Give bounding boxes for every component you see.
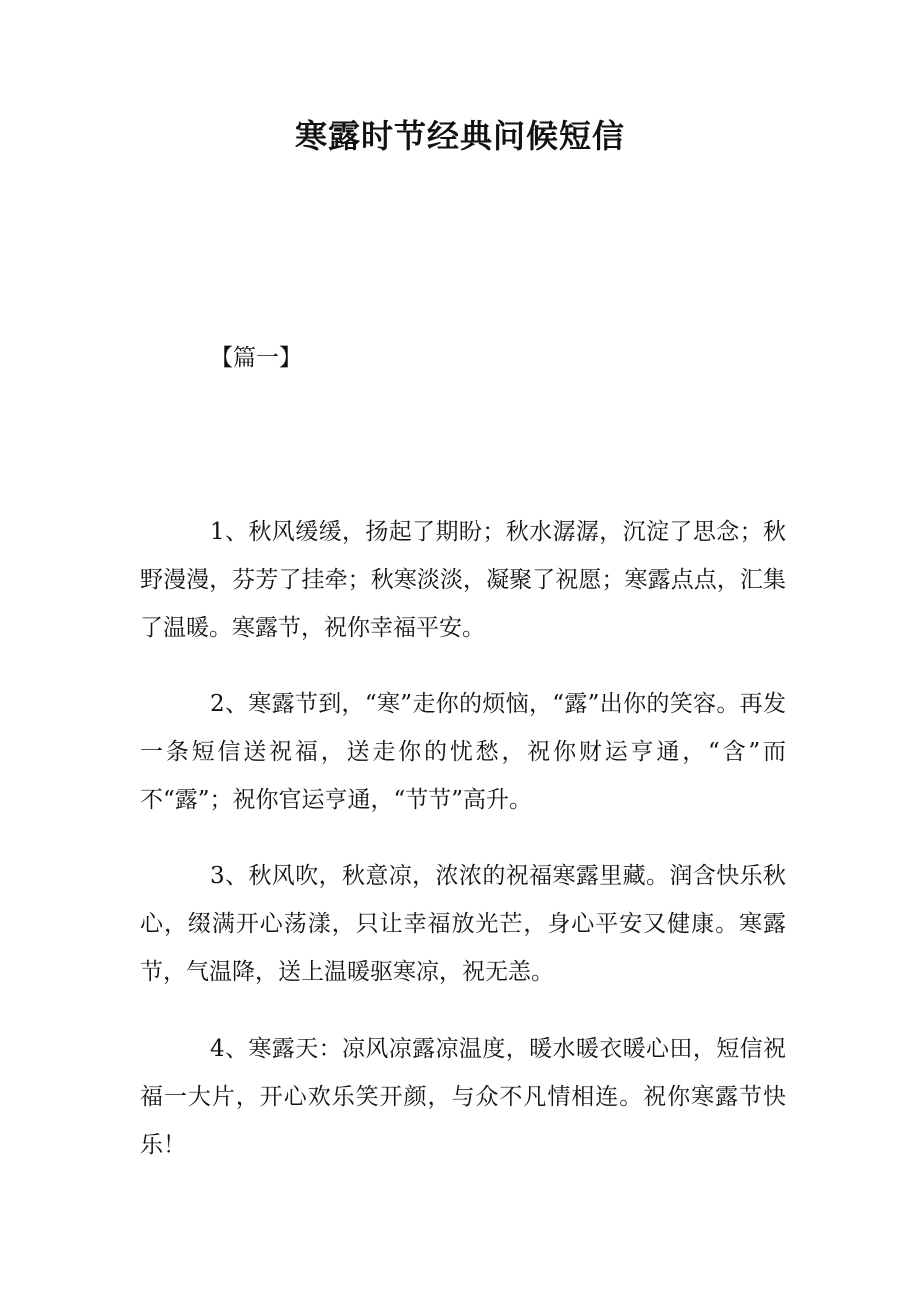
greeting-paragraph-3: 3、秋风吹，秋意凉，浓浓的祝福寒露里藏。润含快乐秋心，缀满开心荡漾，只让幸福放光芒，身心平安又健康。寒露节，气温降，送上温暖驱寒凉，祝无恙。 <box>140 863 786 985</box>
greeting-paragraph-4: 4、寒露天：凉风凉露凉温度，暖水暖衣暖心田，短信祝福一大片，开心欢乐笑开颜，与众不凡情相连。祝你寒露节快乐！ <box>140 1036 786 1158</box>
greeting-paragraph-2: 2、寒露节到，“寒”走你的烦恼，“露”出你的笑容。再发一条短信送祝福，送走你的忧愁，祝你财运亨通，“含”而不“露”；祝你官运亨通，“节节”高升。 <box>140 691 786 813</box>
section-heading: 【篇一】 <box>210 345 302 371</box>
greeting-paragraph-1: 1、秋风缓缓，扬起了期盼；秋水潺潺，沉淀了思念；秋野漫漫，芬芳了挂牵；秋寒淡淡，凝聚了祝愿；寒露点点，汇集了温暖。寒露节，祝你幸福平安。 <box>140 519 786 641</box>
document-title: 寒露时节经典问候短信 <box>294 117 625 155</box>
